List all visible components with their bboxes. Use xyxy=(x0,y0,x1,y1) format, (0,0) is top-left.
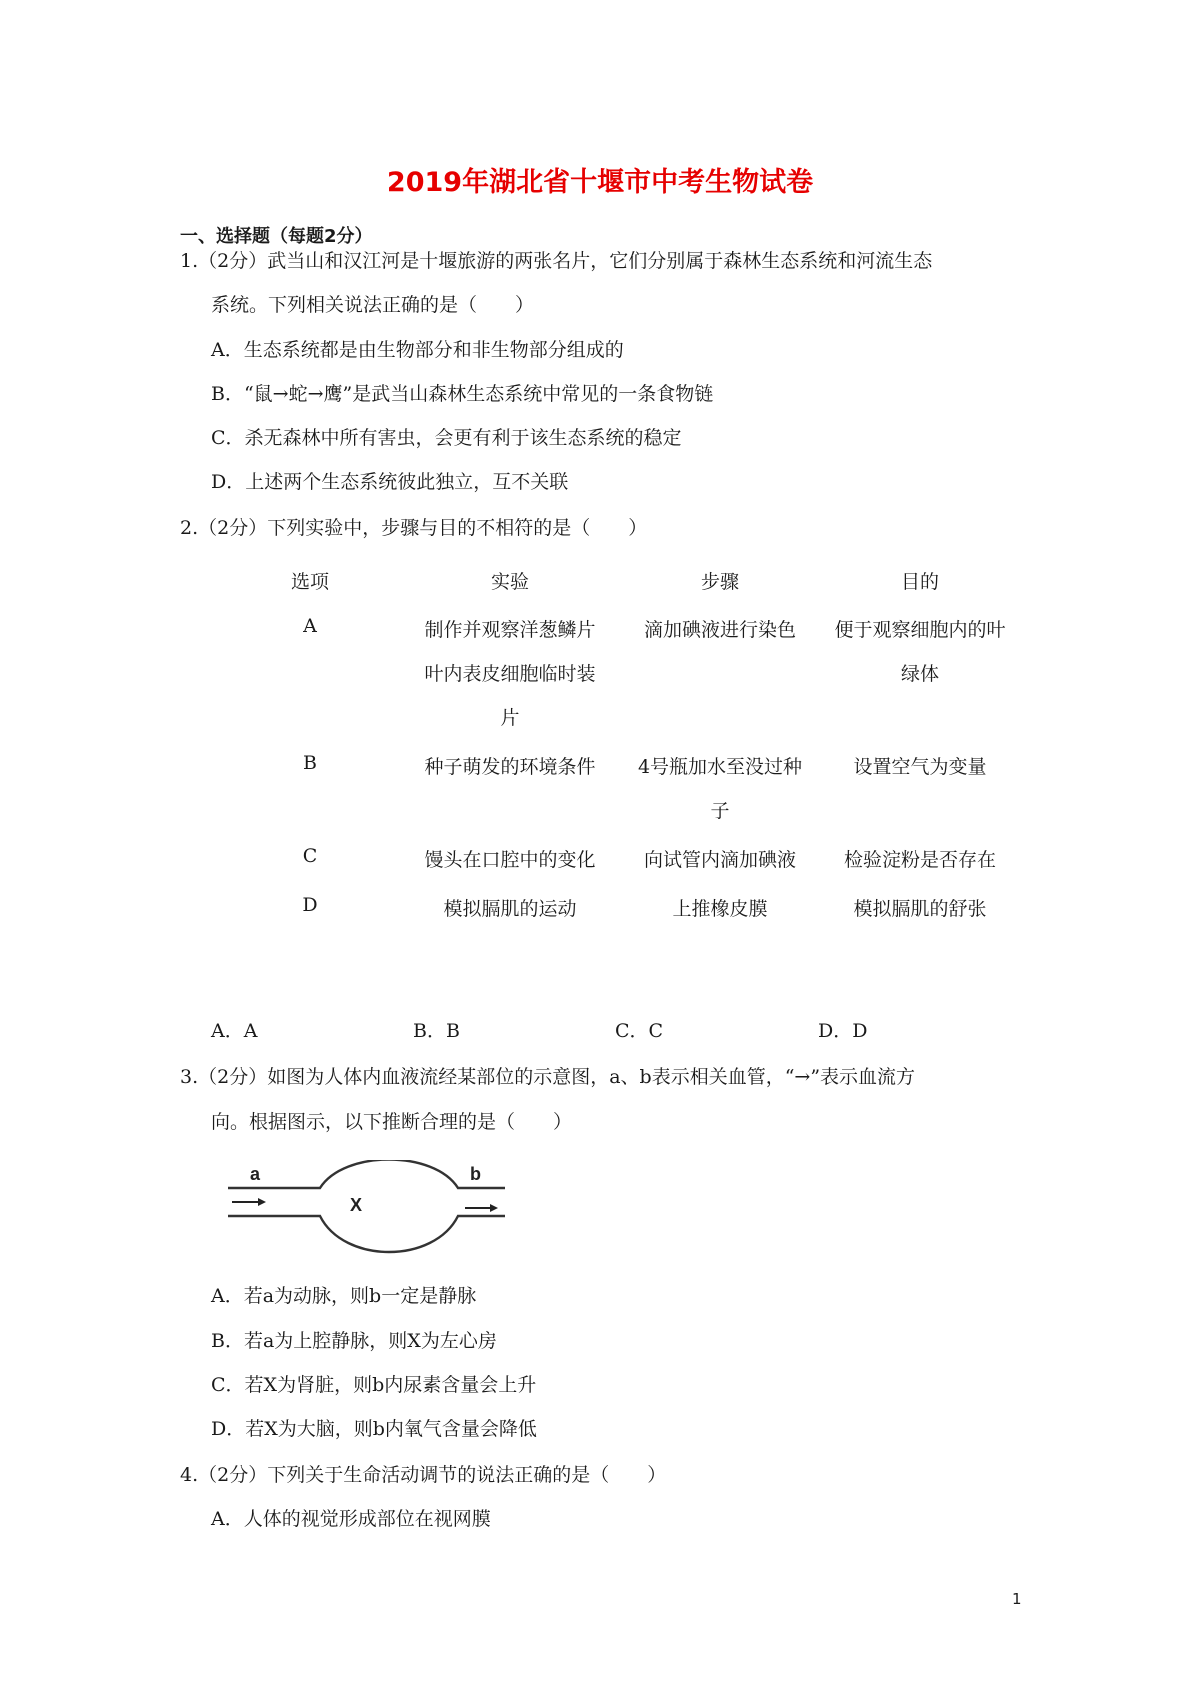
table-cell: 馒头在口腔中的变化 xyxy=(424,849,596,871)
q1-option-d: D．上述两个生态系统彼此独立，互不关联 xyxy=(211,471,569,493)
table-cell: 检验淀粉是否存在 xyxy=(843,849,996,871)
table-cell: 片 xyxy=(500,707,520,729)
table-cell: 子 xyxy=(710,800,730,822)
table-cell: 4号瓶加水至没过种 xyxy=(637,756,803,778)
q3-stem: 3.（2分）如图为人体内血液流经某部位的示意图，a、b表示相关血管，“→”表示血流方 xyxy=(180,1066,916,1088)
table-cell: B xyxy=(303,752,317,774)
q2-stem: 2.（2分）下列实验中，步骤与目的不相符的是（ ） xyxy=(180,517,648,539)
arrow-in-head-icon xyxy=(258,1198,266,1206)
q3-option-c: C．若X为肾脏，则b内尿素含量会上升 xyxy=(211,1374,537,1396)
blood-flow-diagram xyxy=(220,1160,510,1285)
q1-option-b: B．“鼠→蛇→鹰”是武当山森林生态系统中常见的一条食物链 xyxy=(211,383,714,405)
label-b: b xyxy=(470,1164,481,1184)
q2-answer-b: B．B xyxy=(413,1020,460,1042)
table-cell: A xyxy=(303,615,317,637)
q3-option-d: D．若X为大脑，则b内氧气含量会降低 xyxy=(211,1418,537,1440)
arrow-out-head-icon xyxy=(490,1204,498,1212)
table-cell: 便于观察细胞内的叶 xyxy=(834,619,1006,641)
table-cell: C xyxy=(302,845,318,867)
q3-option-b: B．若a为上腔静脉，则X为左心房 xyxy=(211,1330,497,1352)
q3-option-a: A．若a为动脉，则b一定是静脉 xyxy=(211,1285,477,1307)
table-header: 实验 xyxy=(490,571,529,593)
q2-answer-a: A．A xyxy=(211,1020,258,1042)
q1-stem-cont: 系统。下列相关说法正确的是（ ） xyxy=(211,294,535,316)
page-title: 2019年湖北省十堰市中考生物试卷 xyxy=(386,167,814,198)
table-header: 步骤 xyxy=(700,571,739,593)
table-cell: 种子萌发的环境条件 xyxy=(424,756,596,778)
table-cell: 滴加碘液进行染色 xyxy=(643,619,796,641)
table-cell: 设置空气为变量 xyxy=(853,756,987,778)
q1-option-a: A．生态系统都是由生物部分和非生物部分组成的 xyxy=(211,339,624,361)
vessel-upper-wall xyxy=(228,1160,505,1188)
q3-stem-cont: 向。根据图示，以下推断合理的是（ ） xyxy=(211,1111,573,1133)
table-cell: 上推橡皮膜 xyxy=(672,898,768,920)
table-cell: 模拟膈肌的运动 xyxy=(443,898,577,920)
section-heading: 一、选择题（每题2分） xyxy=(180,226,373,247)
q1-stem: 1.（2分）武当山和汉江河是十堰旅游的两张名片，它们分别属于森林生态系统和河流生态 xyxy=(180,250,933,272)
q1-option-c: C．杀无森林中所有害虫，会更有利于该生态系统的稳定 xyxy=(211,427,682,449)
q4-stem: 4.（2分）下列关于生命活动调节的说法正确的是（ ） xyxy=(180,1464,667,1486)
q4-option-a: A．人体的视觉形成部位在视网膜 xyxy=(211,1508,491,1530)
table-header: 目的 xyxy=(900,571,939,593)
page-number: 1 xyxy=(1012,1590,1022,1608)
q2-answer-d: D．D xyxy=(818,1020,868,1042)
q2-answer-c: C．C xyxy=(615,1020,664,1042)
table-cell: D xyxy=(302,894,318,916)
table-cell: 绿体 xyxy=(900,663,939,685)
label-x: X xyxy=(350,1195,363,1215)
label-a: a xyxy=(250,1164,261,1184)
table-cell: 向试管内滴加碘液 xyxy=(643,849,796,871)
table-cell: 叶内表皮细胞临时装 xyxy=(424,663,596,685)
table-cell: 模拟膈肌的舒张 xyxy=(853,898,987,920)
table-cell: 制作并观察洋葱鳞片 xyxy=(424,619,596,641)
table-header: 选项 xyxy=(290,571,329,593)
vessel-lower-wall xyxy=(228,1216,505,1252)
